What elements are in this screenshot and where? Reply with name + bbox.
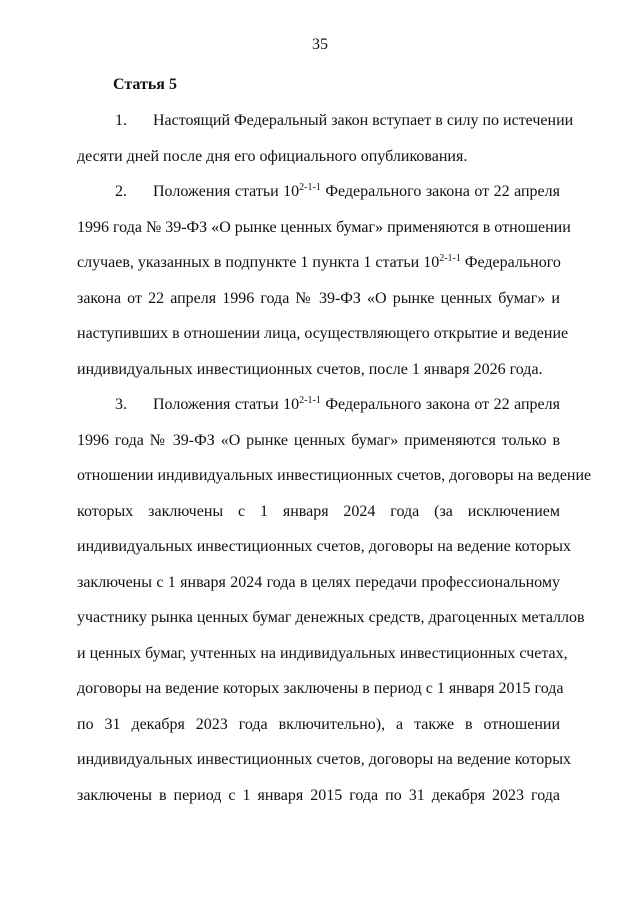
line-text: договоры на ведение которых заключены в период с 1 января 2015 года (77, 680, 564, 697)
text-line (77, 387, 560, 423)
paragraph-3 (77, 387, 592, 813)
line-text: и ценных бумаг, учтенных на индивидуальных инвестиционных счетах, (77, 644, 568, 662)
line-text: которых заключены с 1 января 2024 года (за исключением (77, 502, 560, 520)
line-text: по 31 декабря 2023 года включительно), а также в отношении (77, 715, 560, 733)
line-text: индивидуальных инвестиционных счетов, после 1 января 2026 года. (77, 360, 543, 378)
line-text: отношении индивидуальных инвестиционных счетов, договоры на ведение (77, 467, 592, 484)
line-text: 1996 года № 39-ФЗ «О рынке ценных бумаг» применяются только в (77, 431, 560, 449)
text-line (77, 600, 585, 636)
line-text: индивидуальных инвестиционных счетов, договоры на ведение которых (77, 538, 571, 555)
article-superscript: 2-1-1 (299, 182, 321, 193)
line-text: наступивших в отношении лица, осуществляющего открытие и ведение (77, 325, 569, 342)
text-line (77, 352, 560, 388)
text-line (77, 778, 560, 814)
page-number: 35 (312, 36, 328, 53)
line-text: Положения статьи 10 (153, 183, 300, 200)
line-text: закона от 22 апреля 1996 года № 39-ФЗ «О рынке ценных бумаг» и (77, 289, 560, 307)
text-line (77, 636, 568, 672)
text-line (77, 565, 560, 601)
line-text: заключены в период с 1 января 2015 года по 31 декабря 2023 года (77, 786, 560, 804)
line-text: Положения статьи 10 (153, 396, 300, 413)
text-line (77, 174, 560, 210)
text-line (77, 458, 592, 494)
line-text: Федерального (460, 254, 561, 271)
text-line (77, 245, 560, 281)
text-line (77, 103, 574, 139)
text-line (77, 671, 564, 707)
line-text: 1996 года № 39-ФЗ «О рынке ценных бумаг» применяются в отношении (77, 218, 571, 236)
text-line (77, 529, 571, 565)
text-line (77, 316, 569, 352)
article-title: Статья 5 (113, 76, 177, 93)
line-text: Федерального закона от 22 апреля (320, 183, 560, 200)
paragraph-2 (77, 174, 571, 387)
document-body (77, 103, 592, 813)
article-superscript: 2-1-1 (439, 253, 461, 264)
text-line (77, 281, 560, 317)
line-text: заключены с 1 января 2024 года в целях передачи профессиональному (77, 573, 560, 591)
paragraph-1 (77, 103, 574, 174)
text-line (77, 494, 560, 530)
line-text: десяти дней после дня его официального опубликования. (77, 147, 468, 165)
text-line (77, 210, 571, 246)
text-line (77, 139, 560, 175)
line-text: Федерального закона от 22 апреля (320, 396, 560, 413)
text-line (77, 707, 560, 743)
line-text: Настоящий Федеральный закон вступает в силу по истечении (153, 112, 574, 129)
text-line (77, 423, 560, 459)
line-text: участнику рынка ценных бумаг денежных средств, драгоценных металлов (77, 609, 585, 626)
line-text: индивидуальных инвестиционных счетов, договоры на ведение которых (77, 751, 571, 768)
paragraph-number: 1. (115, 112, 127, 129)
line-text: случаев, указанных в подпункте 1 пункта 1 статьи 10 (77, 254, 440, 271)
article-superscript: 2-1-1 (299, 395, 321, 406)
text-line (77, 742, 571, 778)
paragraph-number: 3. (115, 396, 127, 413)
paragraph-number: 2. (115, 183, 127, 200)
